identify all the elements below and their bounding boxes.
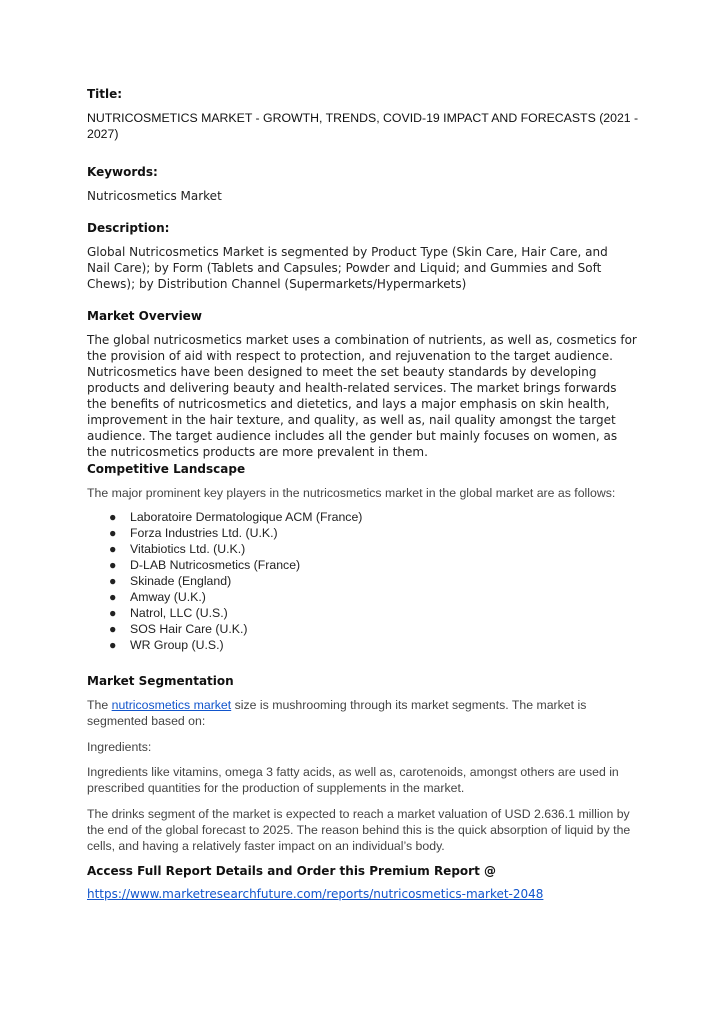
bullet-icon: ● [109,590,117,604]
nutricosmetics-market-link[interactable]: nutricosmetics market [111,698,232,712]
keywords-text: Nutricosmetics Market [87,189,222,203]
bullet-icon: ● [109,526,117,540]
bullet-icon: ● [109,574,117,588]
list-item: ● Vitabiotics Ltd. (U.K.) [109,542,246,556]
list-item: ● Laboratoire Dermatologique ACM (France) [109,510,363,524]
list-item: ● Skinade (England) [109,574,232,588]
market-overview-heading: Market Overview [87,309,202,323]
market-overview-text: The global nutricosmetics market uses a combination of nutrients, as well as, cosmetics for the provision of aid with respect to protection, and rejuvenation to the target audience. Nutricosmetics have been designed to meet the set beauty standards by developing products and delivering beauty and health-related services. The market brings forwards the benefits of nutricosmetics and dietetics, and lays a major emphasis on skin health, improvement in the hair texture, and quality, as well as, nail quality amongst the target audience. The target audience includes all the gender but mainly focuses on women, as the nutricosmetics products are more prevalent in them. [87,333,637,459]
list-item: ● Natrol, LLC (U.S.) [109,606,228,620]
bullet-icon: ● [109,606,117,620]
segmentation-text: The nutricosmetics market size is mushrooming through its market segments. The market is segmented based on: [87,698,587,728]
market-segmentation-heading: Market Segmentation [87,674,234,688]
description-label: Description: [87,221,170,235]
access-report-heading: Access Full Report Details and Order this Premium Report @ [87,864,496,878]
list-item: ● Forza Industries Ltd. (U.K.) [109,526,278,540]
ingredients-label: Ingredients: [87,740,152,754]
report-url-line [87,887,543,901]
list-item: ● WR Group (U.S.) [109,638,224,652]
bullet-icon: ● [109,622,117,636]
drinks-segment-text: The drinks segment of the market is expected to reach a market valuation of USD 2.636.1 million by the end of the global forecast to 2025. The reason behind this is the quick absorption of liquid by the cells, and having a relatively faster impact on an individual’s body. [87,807,631,853]
title-text: NUTRICOSMETICS MARKET - GROWTH, TRENDS, COVID-19 IMPACT AND FORECASTS (2021 - 2027) [87,111,639,141]
list-item: ● D-LAB Nutricosmetics (France) [109,558,301,572]
report-url-link[interactable]: https://www.marketresearchfuture.com/reports/nutricosmetics-market-2048 [87,887,544,901]
list-item: ● Amway (U.K.) [109,590,206,604]
bullet-icon: ● [109,542,117,556]
keywords-label: Keywords: [87,165,158,179]
key-players-list [87,509,587,653]
description-text: Global Nutricosmetics Market is segmented by Product Type (Skin Care, Hair Care, and Nail Care); by Form (Tablets and Capsules; Powder and Liquid; and Gummies and Soft Chews); by Distribution Channel (Supermarkets/Hypermarkets) [87,245,608,291]
bullet-icon: ● [109,638,117,652]
competitive-intro: The major prominent key players in the nutricosmetics market in the global market are as follows: [87,486,616,500]
bullet-icon: ● [109,510,117,524]
competitive-landscape-heading: Competitive Landscape [87,462,246,476]
title-label: Title: [87,87,123,101]
bullet-icon: ● [109,558,117,572]
list-item: ● SOS Hair Care (U.K.) [109,622,248,636]
ingredients-text: Ingredients like vitamins, omega 3 fatty acids, as well as, carotenoids, amongst others are used in prescribed quantities for the production of supplements in the market. [87,765,619,795]
